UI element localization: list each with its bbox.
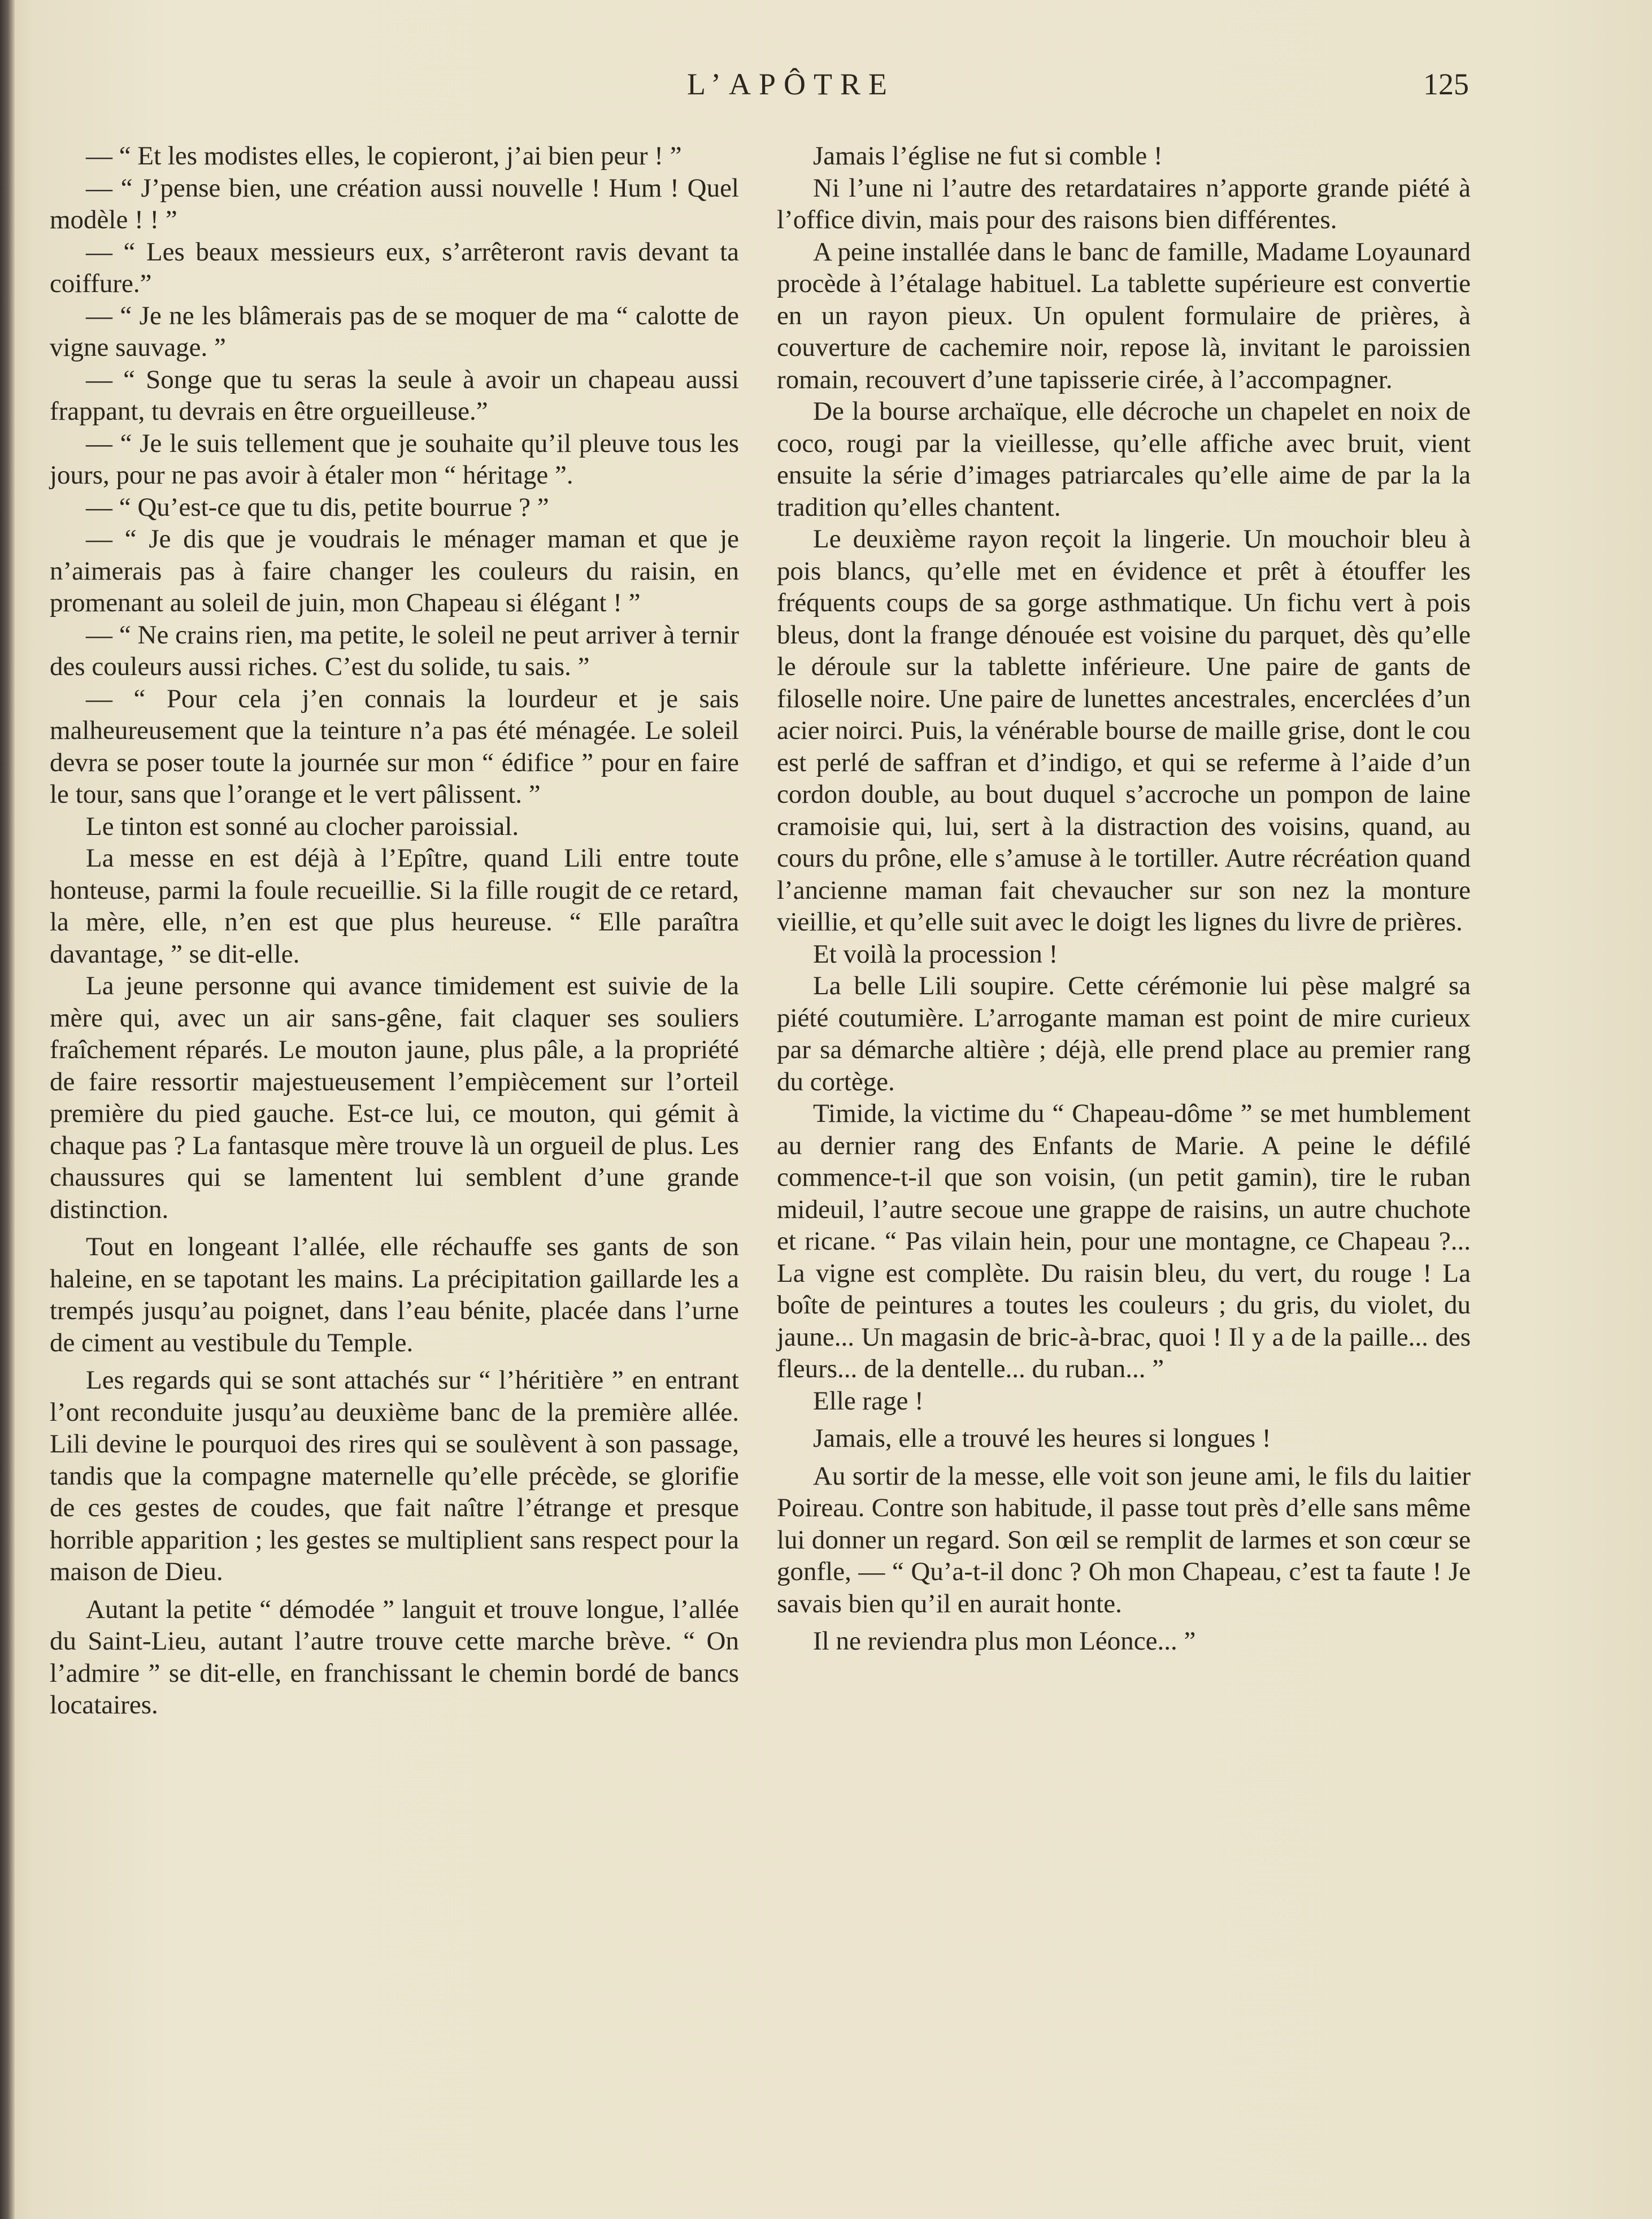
paragraph: Les regards qui se sont attachés sur “ l’héritière ” en entrant l’ont reconduite jusqu’au deuxième banc de la première allée. Lili devine le pourquoi des rires qui se soulèvent à son passage, tandis que la compagne maternelle qu’elle précède, se glorifie de ces gestes de coudes, que fait naître l’étrange et presque horrible apparition ; les gestes se multiplient sans respect pour la maison de Dieu. [50, 1365, 739, 1586]
paragraph: — “ Je ne les blâmerais pas de se moquer de ma “ calotte de vigne sauvage. ” [50, 301, 739, 362]
paragraph: Tout en longeant l’allée, elle réchauffe ses gants de son haleine, en se tapotant les mains. La précipitation gaillarde les a trempés jusqu’au poignet, dans l’eau bénite, placée dans l’urne de ciment au vestibule du Temple. [50, 1232, 739, 1357]
left-text-column [50, 140, 739, 1721]
paragraph: Et voilà la procession ! [813, 939, 1058, 969]
paragraph: Au sortir de la messe, elle voit son jeune ami, le fils du laitier Poireau. Contre son habitude, il passe tout près d’elle sans même lui donner un regard. Son œil se remplit de larmes et son cœur se gonfle, — “ Qu’a-t-il donc ? Oh mon Chapeau, c’est ta faute ! Je savais bien qu’il en aurait honte. [777, 1461, 1471, 1618]
running-title: L’APÔTRE [686, 67, 895, 101]
right-text-column [777, 140, 1471, 1657]
paragraph: — “ Qu’est-ce que tu dis, petite bourrue ? ” [86, 492, 549, 522]
paragraph: Jamais, elle a trouvé les heures si longues ! [813, 1424, 1271, 1453]
page-number: 125 [1423, 67, 1469, 101]
paragraph: Elle rage ! [813, 1386, 924, 1416]
paragraph: — “ Pour cela j’en connais la lourdeur et je sais malheureusement que la teinture n’a pas été ménagée. Le soleil devra se poser toute la journée sur mon “ édifice ” pour en faire le tour, sans que l’orange et le vert pâlissent. ” [50, 684, 739, 809]
paragraph: Autant la petite “ démodée ” languit et trouve longue, l’allée du Saint-Lieu, autant l’autre trouve cette marche brève. “ On l’admire ” se dit-elle, en franchissant le chemin bordé de bancs locataires. [50, 1594, 739, 1720]
paragraph: A peine installée dans le banc de famille, Madame Loyaunard procède à l’étalage habituel. La tablette supérieure est convertie en un rayon pieux. Un opulent formulaire de prières, à couverture de cachemire noir, repose là, invitant le paroissien romain, recouvert d’une tapisserie cirée, à l’accompagner. [777, 237, 1471, 394]
paragraph: La messe en est déjà à l’Epître, quand Lili entre toute honteuse, parmi la foule recueillie. Si la fille rougit de ce retard, la mère, elle, n’en est que plus heureuse. “ Elle paraîtra davantage, ” se dit-elle. [50, 843, 739, 969]
paragraph: — “ Songe que tu seras la seule à avoir un chapeau aussi frappant, tu devrais en être orgueilleuse.” [50, 364, 739, 426]
paragraph: La jeune personne qui avance timidement est suivie de la mère qui, avec un air sans-gêne, fait claquer ses souliers fraîchement réparés. Le mouton jaune, plus pâle, a la propriété de faire ressortir majestueusement l’empiècement sur l’orteil première du pied gauche. Est-ce lui, ce mouton, qui gémit à chaque pas ? La fantasque mère trouve là un orgueil de plus. Les chaussures qui se lamentent lui semblent d’une grande distinction. [50, 971, 739, 1224]
paragraph: Ni l’une ni l’autre des retardataires n’apporte grande piété à l’office divin, mais pour des raisons bien différentes. [777, 173, 1471, 234]
paragraph: Jamais l’église ne fut si comble ! [813, 141, 1163, 171]
paragraph: La belle Lili soupire. Cette cérémonie lui pèse malgré sa piété coutumière. L’arrogante maman est point de mire curieux par sa démarche altière ; déjà, elle prend place au premier rang du cortège. [777, 971, 1471, 1097]
paragraph: De la bourse archaïque, elle décroche un chapelet en noix de coco, rougi par la vieillesse, qu’elle affiche avec bruit, vient ensuite la série d’images patriarcales qu’elle aime de par la la tradition qu’elles chantent. [777, 397, 1471, 522]
paragraph: Le tinton est sonné au clocher paroissial. [86, 811, 519, 841]
paragraph: — “ J’pense bien, une création aussi nouvelle ! Hum ! Quel modèle ! ! ” [50, 173, 739, 234]
paragraph: — “ Et les modistes elles, le copieront, j’ai bien peur ! ” [86, 141, 682, 171]
paragraph: Le deuxième rayon reçoit la lingerie. Un mouchoir bleu à pois blancs, qu’elle met en évidence et prêt à étouffer les fréquents coups de sa gorge asthmatique. Un fichu vert à pois bleus, dont la frange dénouée est voisine du parquet, dès qu’elle le déroule sur la tablette inférieure. Une paire de gants de filoselle noire. Une paire de lunettes ancestrales, encerclées d’un acier noirci. Puis, la vénérable bourse de maille grise, dont le cou est perlé de saffran et d’indigo, et qui se referme à l’aide d’un cordon double, au bout duquel s’accroche un pompon de laine cramoisie qui, lui, sert à la distraction des voisins, quand, au cours du prône, elle s’amuse à le tortiller. Autre récréation quand l’ancienne maman fait chevaucher sur son nez la monture vieillie, et qu’elle suit avec le doigt les lignes du livre de prières. [777, 524, 1471, 937]
paragraph: Il ne reviendra plus mon Léonce... ” [813, 1626, 1196, 1656]
paragraph: — “ Les beaux messieurs eux, s’arrêteront ravis devant ta coiffure.” [50, 237, 739, 298]
book-spine-shadow [0, 0, 15, 2219]
paragraph: — “ Ne crains rien, ma petite, le soleil ne peut arriver à ternir des couleurs aussi riches. C’est du solide, tu sais. ” [50, 620, 739, 681]
page-header [45, 67, 1469, 106]
paragraph: — “ Je le suis tellement que je souhaite qu’il pleuve tous les jours, pour ne pas avoir à étaler mon “ héritage ”. [50, 428, 739, 490]
paragraph: — “ Je dis que je voudrais le ménager maman et que je n’aimerais pas à faire changer les couleurs du raisin, en promenant au soleil de juin, mon Chapeau si élégant ! ” [50, 524, 739, 617]
paragraph: Timide, la victime du “ Chapeau-dôme ” se met humblement au dernier rang des Enfants de Marie. A peine le défilé commence-t-il que son voisin, (un petit gamin), tire le ruban mideuil, l’autre secoue une grappe de raisins, un autre chuchote et ricane. “ Pas vilain hein, pour une montagne, ce Chapeau ?... La vigne est complète. Du raisin bleu, du vert, du rouge ! La boîte de peintures a toutes les couleurs ; du gris, du violet, du jaune... Un magasin de bric-à-brac, quoi ! Il y a de la paille... des fleurs... de la dentelle... du ruban... ” [777, 1099, 1471, 1383]
